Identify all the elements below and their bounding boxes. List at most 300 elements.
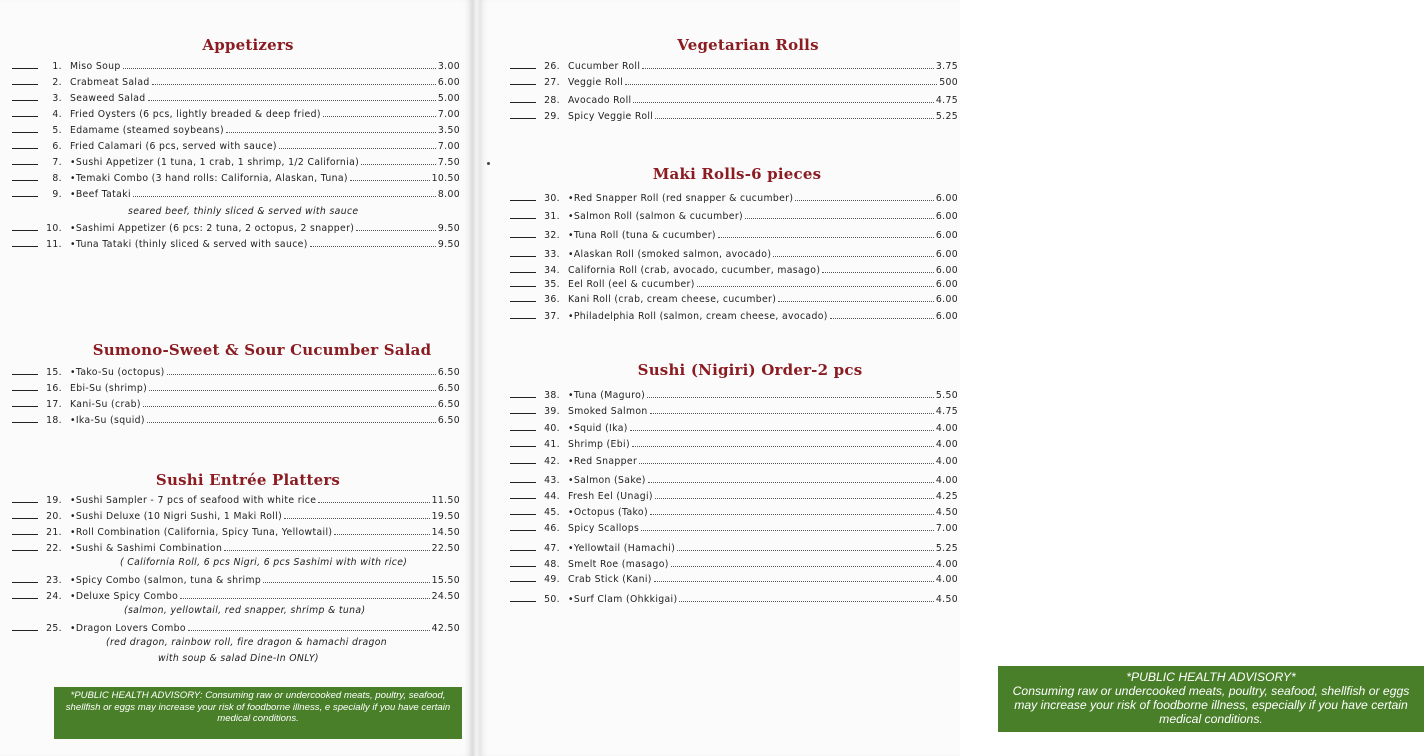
item-number: 8. [52, 173, 62, 184]
quantity-blank [12, 630, 38, 631]
advisory-left-text: Consuming raw or undercooked meats, poultry, seafood, shellfish or eggs may increase your risk of foodborne illness, e specially if you have certain medical conditions. [65, 690, 451, 724]
dot-leader [822, 272, 934, 273]
menu-item-39 [510, 401, 958, 417]
menu-item-7 [12, 152, 460, 168]
item-name: •Sushi Sampler - 7 pcs of seafood with white rice [70, 495, 317, 506]
dot-leader [633, 102, 933, 103]
quantity-blank [510, 118, 536, 119]
item-name: Avocado Roll [568, 95, 632, 106]
item-number: 27. [544, 77, 560, 88]
dot-leader [642, 68, 934, 69]
item-price: 4.00 [935, 574, 958, 585]
page-fold [472, 0, 480, 756]
quantity-blank [12, 148, 38, 149]
dot-leader [323, 116, 436, 117]
dot-leader [679, 601, 933, 602]
dot-leader [795, 200, 934, 201]
item-number: 1. [52, 61, 62, 72]
item-number: 16. [46, 383, 62, 394]
dot-leader [655, 118, 934, 119]
quantity-blank [12, 116, 38, 117]
item-price: 42.50 [431, 623, 460, 634]
quantity-blank [12, 164, 38, 165]
item-name: •Dragon Lovers Combo [70, 623, 186, 634]
item-number: 21. [46, 527, 62, 538]
item-number: 22. [46, 543, 62, 554]
item-name: •Tuna (Maguro) [568, 390, 646, 401]
item-price: 5.00 [437, 93, 460, 104]
item-price: 7.00 [437, 141, 460, 152]
item-name: •Sashimi Appetizer (6 pcs: 2 tuna, 2 octopus, 2 snapper) [70, 223, 355, 234]
quantity-blank [510, 68, 536, 69]
item-number: 10. [46, 223, 62, 234]
item-price: 4.00 [935, 456, 958, 467]
menu-item-17 [12, 394, 460, 410]
menu-item-5 [12, 120, 460, 136]
item-number: 28. [544, 95, 560, 106]
item-number: 18. [46, 415, 62, 426]
item-price: 24.50 [431, 591, 460, 602]
quantity-blank [12, 84, 38, 85]
quantity-blank [12, 518, 38, 519]
item-number: 38. [544, 390, 560, 401]
item-name: Smoked Salmon [568, 406, 648, 417]
quantity-blank [12, 196, 38, 197]
quantity-blank [510, 482, 536, 483]
quantity-blank [510, 430, 536, 431]
quantity-blank [510, 463, 536, 464]
item-price: 4.00 [935, 559, 958, 570]
item-name: •Ika-Su (squid) [70, 415, 145, 426]
item-name: •Surf Clam (Ohkkigai) [568, 594, 678, 605]
item-price: 4.75 [935, 95, 958, 106]
item-name: •Alaskan Roll (smoked salmon, avocado) [568, 249, 772, 260]
dot-leader [632, 446, 934, 447]
item-name: •Sushi Appetizer (1 tuna, 1 crab, 1 shrimp, 1/2 California) [70, 157, 360, 168]
menu-item-1 [12, 56, 460, 72]
dot-leader [279, 148, 436, 149]
quantity-blank [12, 374, 38, 375]
item-name: Eel Roll (eel & cucumber) [568, 279, 695, 290]
menu-item-11 [12, 234, 460, 250]
dot-leader [356, 230, 436, 231]
item-name: •Salmon Roll (salmon & cucumber) [568, 211, 743, 222]
item-price: 6.00 [437, 77, 460, 88]
item-number: 15. [46, 367, 62, 378]
item-number: 33. [544, 249, 560, 260]
quantity-blank [510, 237, 536, 238]
item-number: 37. [544, 311, 560, 322]
dot-leader [167, 374, 436, 375]
item-name: •Sushi & Sashimi Combination [70, 543, 223, 554]
item-number: 43. [544, 475, 560, 486]
item-number: 3. [52, 93, 62, 104]
item-price: 9.50 [437, 223, 460, 234]
quantity-blank [510, 581, 536, 582]
item-number: 47. [544, 543, 560, 554]
dot-leader [648, 482, 934, 483]
item-name: •Octopus (Tako) [568, 507, 648, 518]
quantity-blank [12, 582, 38, 583]
item-number: 41. [544, 439, 560, 450]
dot-leader [350, 180, 430, 181]
item-number: 30. [544, 193, 560, 204]
quantity-blank [510, 397, 536, 398]
item-number: 20. [46, 511, 62, 522]
dot-leader [650, 413, 934, 414]
item-name: •Tuna Roll (tuna & cucumber) [568, 230, 716, 241]
item-price: 4.50 [935, 594, 958, 605]
quantity-blank [12, 390, 38, 391]
dot-leader [677, 550, 934, 551]
dot-leader [318, 502, 429, 503]
print-speck [487, 162, 490, 165]
item-price: 5.25 [935, 111, 958, 122]
item-name: •Sushi Deluxe (10 Nigri Sushi, 1 Maki Roll) [70, 511, 283, 522]
advisory-left-title: *PUBLIC HEALTH ADVISORY: [70, 690, 203, 701]
item-price: 4.00 [935, 475, 958, 486]
item-description: ( California Roll, 6 pcs Nigri, 6 pcs Sashimi with with rice) [120, 557, 408, 568]
item-number: 4. [52, 109, 62, 120]
item-name: Cucumber Roll [568, 61, 641, 72]
item-number: 11. [46, 239, 62, 250]
item-price: 4.50 [935, 507, 958, 518]
item-name: Fried Oysters (6 pcs, lightly breaded & deep fried) [70, 109, 321, 120]
menu-item-19 [12, 490, 460, 506]
item-price: 6.00 [935, 265, 958, 276]
item-price: 14.50 [431, 527, 460, 538]
item-number: 24. [46, 591, 62, 602]
quantity-blank [510, 550, 536, 551]
item-name: Seaweed Salad [70, 93, 146, 104]
item-name: •Salmon (Sake) [568, 475, 646, 486]
menu-item-38 [510, 385, 958, 401]
item-price: 500 [939, 77, 958, 88]
menu-item-37 [510, 306, 958, 322]
item-number: 6. [52, 141, 62, 152]
dot-leader [697, 286, 934, 287]
menu-item-22 [12, 538, 460, 554]
menu-item-43 [510, 470, 958, 486]
item-number: 34. [544, 265, 560, 276]
dot-leader [152, 84, 436, 85]
item-number: 42. [544, 456, 560, 467]
menu-item-41 [510, 434, 958, 450]
item-name: •Beef Tataki [70, 189, 131, 200]
item-number: 31. [544, 211, 560, 222]
item-number: 23. [46, 575, 62, 586]
menu-item-45 [510, 502, 958, 518]
menu-item-29 [510, 106, 958, 122]
menu-item-6 [12, 136, 460, 152]
item-price: 3.00 [437, 61, 460, 72]
menu-item-33 [510, 244, 958, 260]
item-price: 6.00 [935, 249, 958, 260]
item-number: 25. [46, 623, 62, 634]
menu-item-50 [510, 589, 958, 605]
menu-item-42 [510, 451, 958, 467]
dot-leader [180, 598, 429, 599]
dot-leader [655, 498, 934, 499]
quantity-blank [12, 68, 38, 69]
quantity-blank [12, 598, 38, 599]
item-name: •Philadelphia Roll (salmon, cream cheese, avocado) [568, 311, 828, 322]
menu-left-page [0, 0, 472, 756]
quantity-blank [510, 566, 536, 567]
quantity-blank [510, 601, 536, 602]
quantity-blank [12, 534, 38, 535]
dot-leader [778, 301, 934, 302]
item-number: 46. [544, 523, 560, 534]
dot-leader [284, 518, 430, 519]
quantity-blank [12, 132, 38, 133]
item-price: 8.00 [437, 189, 460, 200]
item-name: •Spicy Combo (salmon, tuna & shrimp [70, 575, 262, 586]
item-price: 6.00 [935, 193, 958, 204]
dot-leader [639, 463, 934, 464]
item-price: 19.50 [431, 511, 460, 522]
dot-leader [654, 581, 934, 582]
item-name: Veggie Roll [568, 77, 624, 88]
quantity-blank [510, 256, 536, 257]
item-price: 6.00 [935, 279, 958, 290]
item-number: 49. [544, 574, 560, 585]
item-price: 7.50 [437, 157, 460, 168]
menu-item-16 [12, 378, 460, 394]
dot-leader [310, 246, 436, 247]
item-price: 6.00 [935, 294, 958, 305]
item-name: Fried Calamari (6 pcs, served with sauce) [70, 141, 277, 152]
item-number: 2. [52, 77, 62, 88]
item-description: with soup & salad Dine-In ONLY) [158, 653, 319, 664]
item-description: (red dragon, rainbow roll, fire dragon & hamachi dragon [106, 637, 388, 648]
quantity-blank [510, 446, 536, 447]
quantity-blank [510, 200, 536, 201]
quantity-blank [510, 318, 536, 319]
item-name: Spicy Veggie Roll [568, 111, 654, 122]
item-name: Fresh Eel (Unagi) [568, 491, 653, 502]
item-price: 6.50 [437, 399, 460, 410]
menu-right-page [480, 0, 1410, 756]
item-name: Spicy Scallops [568, 523, 640, 534]
menu-item-21 [12, 522, 460, 538]
entree-platters-heading: Sushi Entrée Platters [155, 471, 341, 489]
item-price: 7.00 [437, 109, 460, 120]
dot-leader [625, 84, 937, 85]
dot-leader [226, 132, 436, 133]
item-number: 40. [544, 423, 560, 434]
dot-leader [650, 514, 934, 515]
item-name: •Tuna Tataki (thinly sliced & served with sauce) [70, 239, 308, 250]
quantity-blank [510, 102, 536, 103]
item-price: 5.50 [935, 390, 958, 401]
quantity-blank [12, 550, 38, 551]
quantity-blank [510, 413, 536, 414]
item-number: 36. [544, 294, 560, 305]
menu-item-18 [12, 410, 460, 426]
item-name: Kani Roll (crab, cream cheese, cucumber) [568, 294, 777, 305]
dot-leader [334, 534, 429, 535]
item-price: 7.00 [935, 523, 958, 534]
item-number: 7. [52, 157, 62, 168]
dot-leader [148, 100, 436, 101]
menu-item-49 [510, 569, 958, 585]
health-advisory-left [54, 687, 462, 739]
item-number: 29. [544, 111, 560, 122]
advisory-right-title: *PUBLIC HEALTH ADVISORY* [1126, 670, 1296, 684]
item-name: •Red Snapper [568, 456, 638, 467]
item-price: 15.50 [431, 575, 460, 586]
item-number: 44. [544, 491, 560, 502]
item-description: seared beef, thinly sliced & served with sauce [128, 206, 359, 217]
item-price: 3.50 [437, 125, 460, 136]
item-name: •Deluxe Spicy Combo [70, 591, 179, 602]
vegetarian-rolls-heading: Vegetarian Rolls [677, 36, 819, 54]
menu-item-23 [12, 570, 460, 586]
item-price: 9.50 [437, 239, 460, 250]
menu-item-46 [510, 518, 958, 534]
item-name: Ebi-Su (shrimp) [70, 383, 148, 394]
dot-leader [830, 318, 934, 319]
item-price: 4.75 [935, 406, 958, 417]
dot-leader [149, 390, 436, 391]
item-name: Smelt Roe (masago) [568, 559, 669, 570]
item-name: Shrimp (Ebi) [568, 439, 630, 450]
quantity-blank [12, 180, 38, 181]
item-name: •Red Snapper Roll (red snapper & cucumber) [568, 193, 794, 204]
item-name: •Yellowtail (Hamachi) [568, 543, 676, 554]
dot-leader [224, 550, 429, 551]
item-price: 4.00 [935, 423, 958, 434]
dot-leader [263, 582, 429, 583]
item-price: 4.00 [935, 439, 958, 450]
menu-item-8 [12, 168, 460, 184]
item-number: 45. [544, 507, 560, 518]
item-price: 6.00 [935, 311, 958, 322]
item-price: 6.50 [437, 415, 460, 426]
item-description: (salmon, yellowtail, red snapper, shrimp & tuna) [124, 605, 366, 616]
item-name: Miso Soup [70, 61, 121, 72]
quantity-blank [510, 272, 536, 273]
menu-item-4 [12, 104, 460, 120]
quantity-blank [12, 406, 38, 407]
item-name: Kani-Su (crab) [70, 399, 141, 410]
menu-item-28 [510, 90, 958, 106]
dot-leader [647, 397, 934, 398]
dot-leader [641, 530, 934, 531]
menu-item-25 [12, 618, 460, 634]
menu-item-27 [510, 72, 958, 88]
dot-leader [147, 422, 436, 423]
menu-item-48 [510, 554, 958, 570]
menu-item-35 [510, 274, 958, 290]
item-number: 17. [46, 399, 62, 410]
item-number: 32. [544, 230, 560, 241]
item-price: 3.75 [935, 61, 958, 72]
quantity-blank [510, 84, 536, 85]
item-number: 50. [544, 594, 560, 605]
nigiri-heading: Sushi (Nigiri) Order-2 pcs [637, 361, 863, 379]
menu-item-15 [12, 362, 460, 378]
dot-leader [745, 218, 934, 219]
advisory-right-text: Consuming raw or undercooked meats, poultry, seafood, shellfish or eggs may increase your risk of foodborne illness, especially if you have certain medical conditions. [1012, 684, 1410, 726]
item-price: 6.50 [437, 367, 460, 378]
dot-leader [123, 68, 436, 69]
quantity-blank [510, 530, 536, 531]
item-name: •Temaki Combo (3 hand rolls: California, Alaskan, Tuna) [70, 173, 348, 184]
menu-item-9 [12, 184, 460, 200]
menu-item-36 [510, 289, 958, 305]
item-price: 22.50 [431, 543, 460, 554]
item-name: Edamame (steamed soybeans) [70, 125, 224, 136]
item-name: California Roll (crab, avocado, cucumber, masago) [568, 265, 821, 276]
item-price: 6.00 [935, 230, 958, 241]
item-number: 26. [544, 61, 560, 72]
item-number: 5. [52, 125, 62, 136]
item-price: 10.50 [431, 173, 460, 184]
quantity-blank [12, 502, 38, 503]
appetizers-heading: Appetizers [202, 36, 294, 54]
health-advisory-right [998, 666, 1424, 732]
menu-item-10 [12, 218, 460, 234]
item-name: Crab Stick (Kani) [568, 574, 652, 585]
item-price: 6.00 [935, 211, 958, 222]
menu-item-30 [510, 188, 958, 204]
dot-leader [773, 256, 934, 257]
menu-item-47 [510, 538, 958, 554]
item-price: 4.25 [935, 491, 958, 502]
item-price: 5.25 [935, 543, 958, 554]
item-name: •Squid (Ika) [568, 423, 628, 434]
sumono-heading: Sumono-Sweet & Sour Cucumber Salad [92, 341, 432, 359]
item-number: 39. [544, 406, 560, 417]
dot-leader [133, 196, 436, 197]
item-name: •Roll Combination (California, Spicy Tuna, Yellowtail) [70, 527, 333, 538]
quantity-blank [12, 422, 38, 423]
maki-rolls-heading: Maki Rolls-6 pieces [652, 165, 822, 183]
quantity-blank [12, 230, 38, 231]
dot-leader [630, 430, 934, 431]
item-number: 9. [52, 189, 62, 200]
quantity-blank [510, 301, 536, 302]
menu-item-44 [510, 486, 958, 502]
quantity-blank [12, 100, 38, 101]
menu-item-20 [12, 506, 460, 522]
quantity-blank [510, 286, 536, 287]
item-name: •Tako-Su (octopus) [70, 367, 165, 378]
item-name: Crabmeat Salad [70, 77, 150, 88]
quantity-blank [510, 218, 536, 219]
dot-leader [188, 630, 430, 631]
quantity-blank [510, 514, 536, 515]
menu-item-2 [12, 72, 460, 88]
menu-item-31 [510, 206, 958, 222]
menu-item-3 [12, 88, 460, 104]
quantity-blank [12, 246, 38, 247]
item-number: 48. [544, 559, 560, 570]
item-number: 35. [544, 279, 560, 290]
item-number: 19. [46, 495, 62, 506]
dot-leader [671, 566, 934, 567]
menu-item-24 [12, 586, 460, 602]
item-price: 11.50 [431, 495, 460, 506]
quantity-blank [510, 498, 536, 499]
menu-item-26 [510, 56, 958, 72]
dot-leader [361, 164, 436, 165]
menu-item-32 [510, 225, 958, 241]
dot-leader [143, 406, 436, 407]
dot-leader [718, 237, 934, 238]
